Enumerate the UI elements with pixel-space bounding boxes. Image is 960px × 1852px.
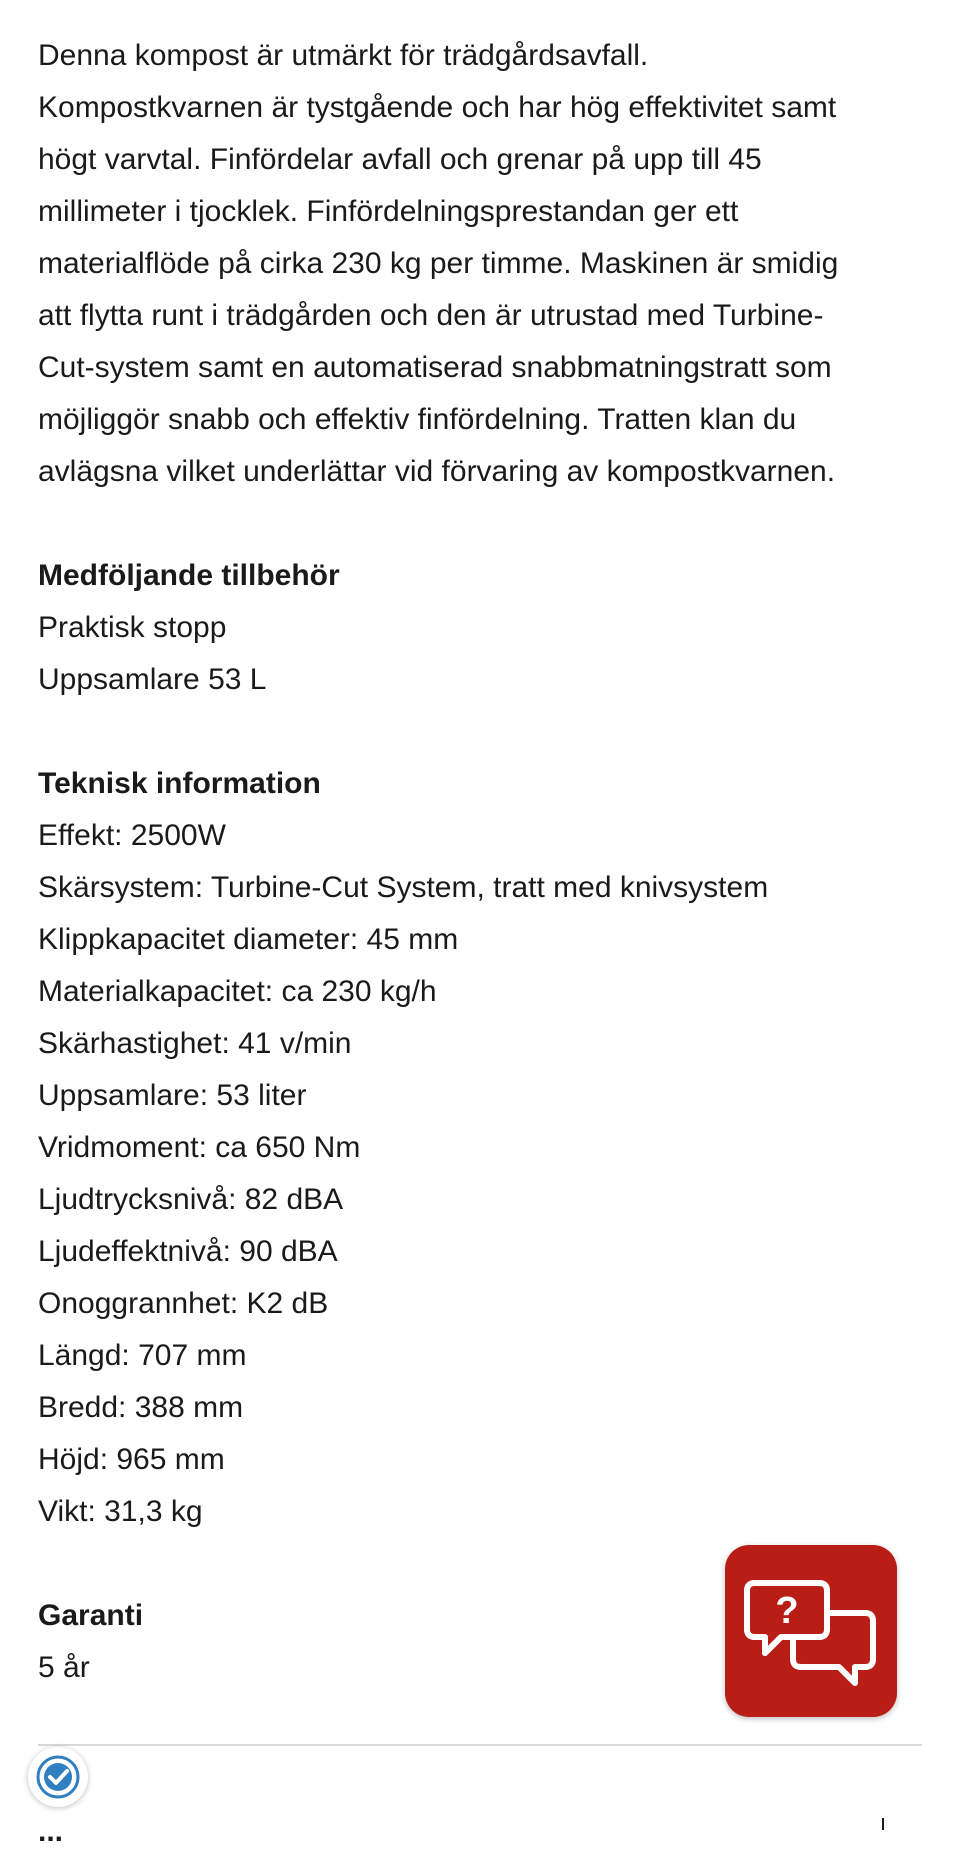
description-line: högt varvtal. Finfördelar avfall och grenar på upp till 45 <box>38 143 762 176</box>
spec-item: Ljudtrycksnivå: 82 dBA <box>38 1183 344 1216</box>
technical-title: Teknisk information <box>38 767 321 800</box>
description-line: Denna kompost är utmärkt för trädgårdsavfall. <box>38 39 649 72</box>
spec-item: Materialkapacitet: ca 230 kg/h <box>38 975 437 1008</box>
warranty-value: 5 år <box>38 1651 90 1684</box>
spec-item: Skärhastighet: 41 v/min <box>38 1027 352 1060</box>
spec-item: Onoggrannhet: K2 dB <box>38 1287 329 1320</box>
next-section-heading[interactable]: ... <box>38 1815 64 1848</box>
spec-item: Vridmoment: ca 650 Nm <box>38 1131 361 1164</box>
customer-support-chat-button[interactable] <box>725 1545 897 1717</box>
spec-item: Uppsamlare: 53 liter <box>38 1079 307 1112</box>
expand-chevron-icon[interactable] <box>882 1818 884 1830</box>
description-line: Kompostkvarnen är tystgående och har hög effektivitet samt <box>38 91 837 124</box>
description-line: att flytta runt i trädgården och den är utrustad med Turbine- <box>38 299 824 332</box>
description-line: möjliggör snabb och effektiv finfördelning. Tratten klan du <box>38 403 797 436</box>
warranty-title: Garanti <box>38 1599 144 1632</box>
description-text <box>38 30 918 498</box>
product-description <box>38 30 918 1746</box>
description-line: avlägsna vilket underlättar vid förvaring av kompostkvarnen. <box>38 455 836 488</box>
section-divider <box>38 1744 922 1746</box>
spec-item: Effekt: 2500W <box>38 819 226 852</box>
svg-text:?: ? <box>775 1590 799 1632</box>
spec-item: Längd: 707 mm <box>38 1339 247 1372</box>
spec-item: Skärsystem: Turbine-Cut System, tratt med knivsystem <box>38 871 769 904</box>
spec-item: Vikt: 31,3 kg <box>38 1495 203 1528</box>
spec-item: Ljudeffektnivå: 90 dBA <box>38 1235 338 1268</box>
accessory-item: Uppsamlare 53 L <box>38 663 267 696</box>
description-line: millimeter i tjocklek. Finfördelningsprestandan ger ett <box>38 195 739 228</box>
spec-item: Bredd: 388 mm <box>38 1391 244 1424</box>
description-line: Cut-system samt en automatiserad snabbmatningstratt som <box>38 351 832 384</box>
technical-section <box>38 758 918 1538</box>
chat-help-icon <box>741 1571 881 1691</box>
description-line: materialflöde på cirka 230 kg per timme. Maskinen är smidig <box>38 247 839 280</box>
spec-item: Klippkapacitet diameter: 45 mm <box>38 923 459 956</box>
accessories-title: Medföljande tillbehör <box>38 559 340 592</box>
accessories-section <box>38 550 918 706</box>
trust-badge[interactable] <box>28 1747 88 1807</box>
spec-item: Höjd: 965 mm <box>38 1443 225 1476</box>
trust-badge-icon <box>35 1754 81 1800</box>
accessory-item: Praktisk stopp <box>38 611 227 644</box>
